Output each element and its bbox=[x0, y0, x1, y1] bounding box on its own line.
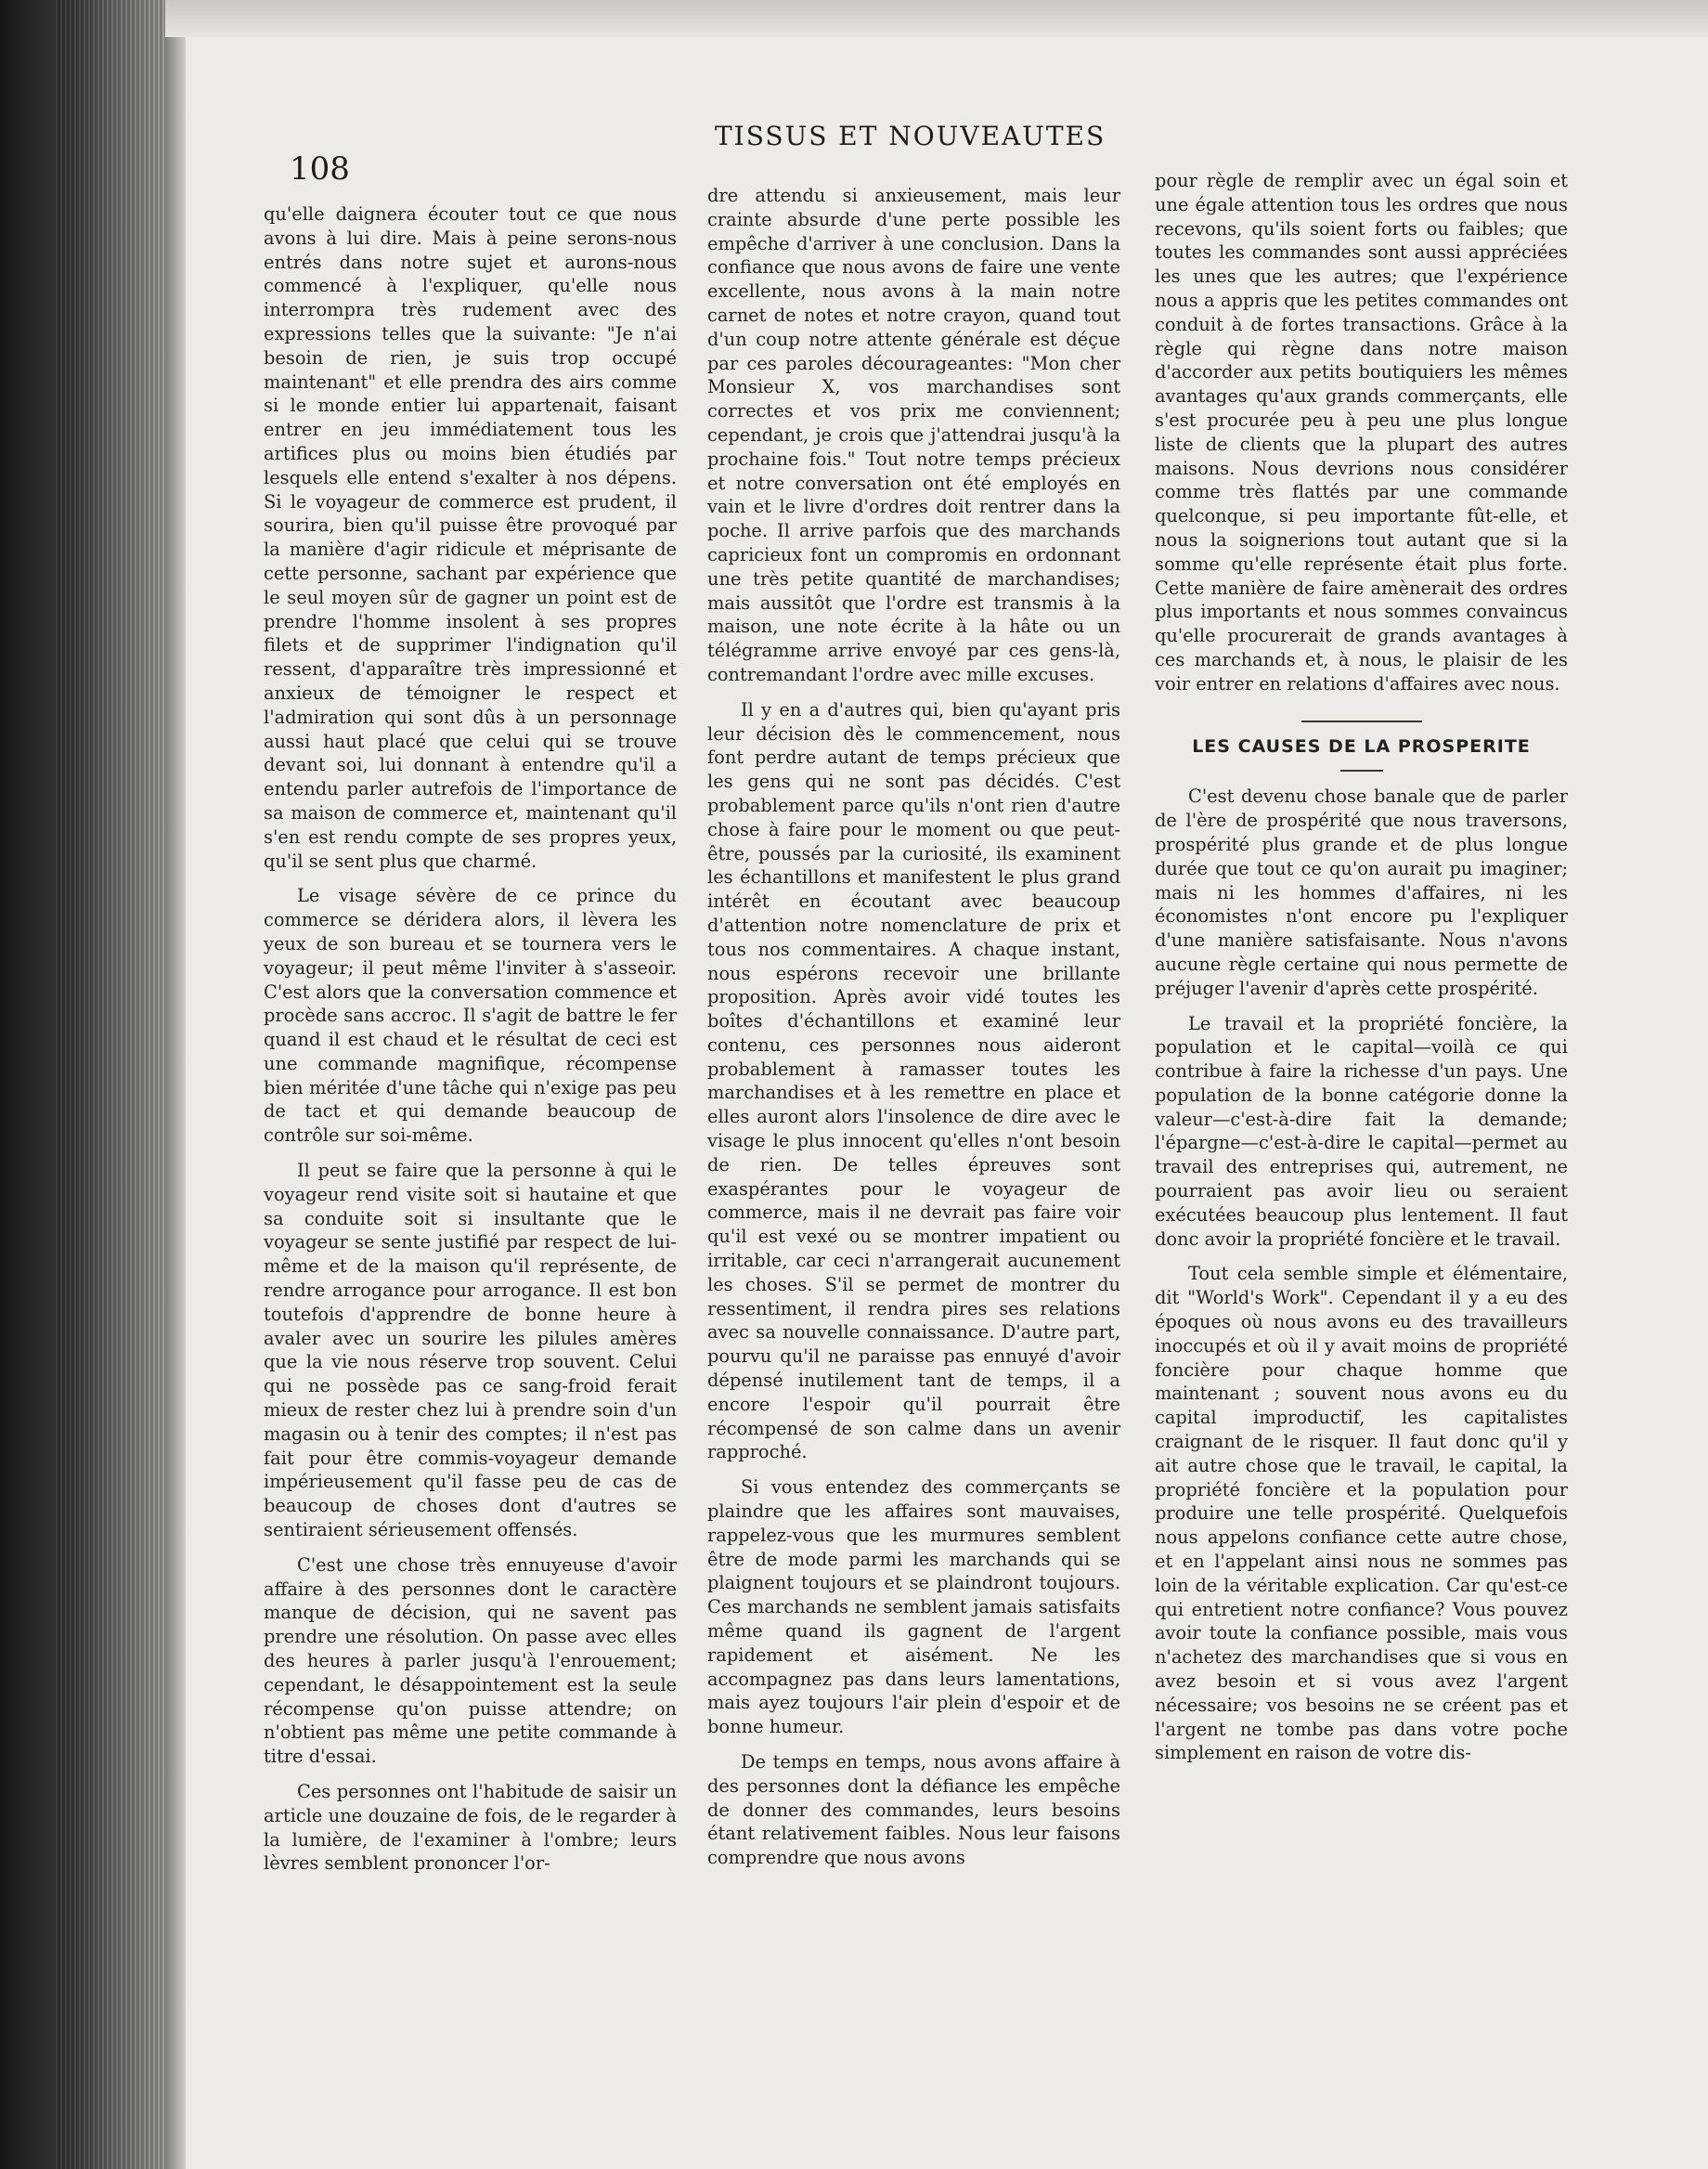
page-number: 108 bbox=[290, 150, 350, 188]
paragraph: pour règle de remplir avec un égal soin et une égale attention tous les ordres que nous recevons, qu'ils soient forts ou faibles; que toutes les commandes sont aussi appréciées les unes que les autres; que l'expérience nous a appris que les petites commandes ont conduit à de fortes transactions. Grâce à la règle qui règne dans notre maison d'accorder aux petits boutiquiers les mêmes avantages qu'aux grands commerçants, elle s'est procurée peu à peu une plus longue liste de clients que la plupart des autres maisons. Nous devrions nous considérer comme très flattés par une commande quelconque, si peu importante fût-elle, et nous la soignerions tout autant que si la somme qu'elle représente était plus forte. Cette manière de faire amènerait des ordres plus importants et nous sommes convaincus qu'elle procurerait de grands avantages à ces marchands et, à nous, le plaisir de les voir entrer en relations d'affaires avec nous. bbox=[1155, 170, 1568, 695]
section-title: LES CAUSES DE LA PROSPERITE bbox=[1192, 735, 1531, 757]
paragraph: De temps en temps, nous avons affaire à des personnes dont la défiance les empêche de donner des commandes, leurs besoins étant relativement faibles. Nous leur faisons comprendre que nous avons bbox=[707, 1751, 1120, 1869]
paragraph: Si vous entendez des commerçants se plaindre que les affaires sont mauvaises, rappelez-vous que les murmures semblent être de mode parmi les marchands qui se plaignent toujours et se plaindront toujours. Ces marchands ne semblent jamais satisfaits même quand ils gagnent de l'argent rapidement et aisément. Ne les accompagnez pas dans leurs lamentations, mais ayez toujours l'air plein d'espoir et de bonne humeur. bbox=[707, 1476, 1120, 1738]
paragraph: Le travail et la propriété foncière, la population et le capital—voilà ce qui contribue à faire la richesse d'un pays. Une population de la bonne catégorie donne la valeur—c'est-à-dire fait la demande; l'épargne—c'est-à-dire le capital—permet au travail des entreprises qui, autrement, ne pourraient pas avoir lieu ou seraient exécutées beaucoup plus lentement. Il faut donc avoir la propriété foncière et le travail. bbox=[1155, 1012, 1568, 1250]
paragraph: Il y en a d'autres qui, bien qu'ayant pris leur décision dès le commencement, nous font perdre autant de temps précieux que les gens qui ne sont pas décidés. C'est probablement parce qu'ils n'ont rien d'autre chose à faire pour le moment ou que peut-être, poussés par la curiosité, ils examinent les échantillons et manifestent le plus grand intérêt en écoutant avec beaucoup d'attention notre nomenclature de prix et tous nos commentaires. A chaque instant, nous espérons recevoir une brillante proposition. Après avoir vidé toutes les boîtes d'échantillons et examiné leur contenu, ces personnes nous aideront probablement à ramasser toutes les marchandises et à les remettre en place et elles auront alors l'insolence de dire avec le visage le plus innocent qu'elles n'ont besoin de rien. De telles épreuves sont exaspérantes pour le voyageur de commerce, mais il ne devrait pas faire voir qu'il est vexé ou se montrer impatient ou irritable, car ceci n'arrangerait aucunement les choses. S'il se permet de montrer du ressentiment, il rendra pires ses relations avec sa nouvelle connaissance. D'autre part, pourvu qu'il ne paraisse pas ennuyé d'avoir dépensé inutilement tant de temps, il a encore l'espoir qu'il pourrait être récompensé de son calme dans un avenir rapproché. bbox=[707, 698, 1120, 1463]
paragraph: Ces personnes ont l'habitude de saisir un article une douzaine de fois, de le regarder à la lumière, de l'examiner à l'ombre; leurs lèvres semblent prononcer l'or- bbox=[264, 1781, 677, 1875]
paragraph: C'est une chose très ennuyeuse d'avoir affaire à des personnes dont le caractère manque de décision, qui ne savent pas prendre une résolution. On passe avec elles des heures à parler jusqu'à l'enrouement; cependant, le désappointement est la seule récompense qu'on puisse attendre; on n'obtient pas même une petite commande à titre d'essai. bbox=[264, 1553, 677, 1768]
paragraph: Tout cela semble simple et élémentaire, dit "World's Work". Cependant il y a eu des époques où nous avons eu des travailleurs inoccupés et où il y avait moins de propriété foncière pour chaque homme que maintenant ; souvent nous avons eu du capital improductif, les capitalistes craignant de le risquer. Il faut donc qu'il y ait autre chose que le travail, le capital, la propriété foncière et la population pour produire une telle prospérité. Quelquefois nous appelons confiance cette autre chose, et en l'appelant ainsi nous ne sommes pas loin de la véritable explication. Car qu'est-ce qui entretient notre confiance? Vous pouvez avoir toute la confiance possible, mais vous n'achetez des marchandises que si vous en avez besoin et si vous avez l'argent nécessaire; vos besoins ne se créent pas et l'argent ne tombe pas dans votre poche simplement en raison de votre dis- bbox=[1155, 1263, 1568, 1764]
text-column-2 bbox=[707, 184, 1120, 1870]
page-gutter-shadow bbox=[165, 0, 186, 2169]
paragraph: qu'elle daignera écouter tout ce que nous avons à lui dire. Mais à peine serons-nous entrés dans notre sujet et aurons-nous commencé à l'expliquer, qu'elle nous interrompra très rudement avec des expressions telles que la suivante: "Je n'ai besoin de rien, je suis trop occupé maintenant" et elle prendra des airs comme si le monde entier lui appartenait, faisant entrer en jeu immédiatement tous les artifices plus ou moins bien étudiés par lesquels elle entend s'exalter à nos dépens. Si le voyageur de commerce est prudent, il sourira, bien qu'il puisse être provoqué par la manière d'agir ridicule et méprisante de cette personne, sachant par expérience que le seul moyen sûr de gagner un point est de prendre l'homme insolent à ses propres filets et de supprimer l'indignation qu'il ressent, d'apparaître très impressionné et anxieux de témoigner le respect et l'admiration qui sont dûs à un personnage aussi haut placé que celui qui se trouve devant soi, lui donnant à entendre qu'il a entendu parler autrefois de l'importance de sa maison de commerce et, maintenant qu'il s'en est rendu compte de ses propres yeux, qu'il se sent plus que charmé. bbox=[264, 203, 677, 872]
title-underline bbox=[1340, 770, 1383, 772]
paragraph: Il peut se faire que la personne à qui le voyageur rend visite soit si hautaine et que sa conduite soit si insultante que le voyageur se sente justifié par respect de lui-même et de la maison qu'il représente, de rendre arrogance pour arrogance. Il est bon toutefois d'apprendre de bonne heure à avaler avec un sourire les pilules amères que la vie nous réserve trop souvent. Celui qui ne possède pas ce sang-froid ferait mieux de rester chez lui à prendre soin d'un magasin ou à tenir des comptes; il n'est pas fait pour être commis-voyageur demande impérieusement qu'il fasse peu de cas de beaucoup de choses dont d'autres se sentiraient sérieusement offensés. bbox=[264, 1160, 677, 1541]
book-page-edge-lines bbox=[56, 0, 165, 2169]
text-column-3 bbox=[1155, 169, 1568, 1765]
paragraph: Le visage sévère de ce prince du commerce se déridera alors, il lèvera les yeux de son bureau et se tournera vers le voyageur; il peut même l'inviter à s'asseoir. C'est alors que la conversation commence et procède sans accroc. Il s'agit de battre le fer quand il est chaud et le résultat de ceci est une commande magnifique, récompense bien méritée d'une tâche qui n'exige pas peu de tact et qui demande beaucoup de contrôle sur soi-même. bbox=[264, 885, 677, 1147]
section-divider bbox=[1301, 721, 1422, 722]
running-title: TISSUS ET NOUVEAUTES bbox=[715, 121, 1106, 151]
text-column-1 bbox=[264, 202, 677, 1876]
page-top-shadow bbox=[165, 0, 1708, 37]
paragraph: dre attendu si anxieusement, mais leur crainte absurde d'une perte possible les empêche d'arriver à une conclusion. Dans la confiance que nous avons de faire une vente excellente, nous avons à la main notre carnet de notes et notre crayon, quand tout d'un coup notre attente générale est déçue par ces paroles décourageantes: "Mon cher Monsieur X, vos marchandises sont correctes et vos prix me conviennent; cependant, je crois que j'attendrai jusqu'à la prochaine fois." Tout notre temps précieux et notre conversation ont été employés en vain et le livre d'ordres doit rentrer dans la poche. Il arrive parfois que des marchands capricieux font un compromis en ordonnant une très petite quantité de marchandises; mais aussitôt que l'ordre est transmis à la maison, une note écrite à la hâte ou un télégramme arrive envoyé par ces gens-là, contremandant l'ordre avec mille excuses. bbox=[707, 185, 1120, 685]
paragraph: C'est devenu chose banale que de parler de l'ère de prospérité que nous traversons, prospérité plus grande et de plus longue durée que tout ce qu'on aurait pu imaginer; mais ni les hommes d'affaires, ni les économistes n'ont encore pu l'expliquer d'une manière satisfaisante. Nous n'avons aucune règle certaine qui nous permette de préjuger l'avenir d'après cette prospérité. bbox=[1155, 786, 1568, 999]
